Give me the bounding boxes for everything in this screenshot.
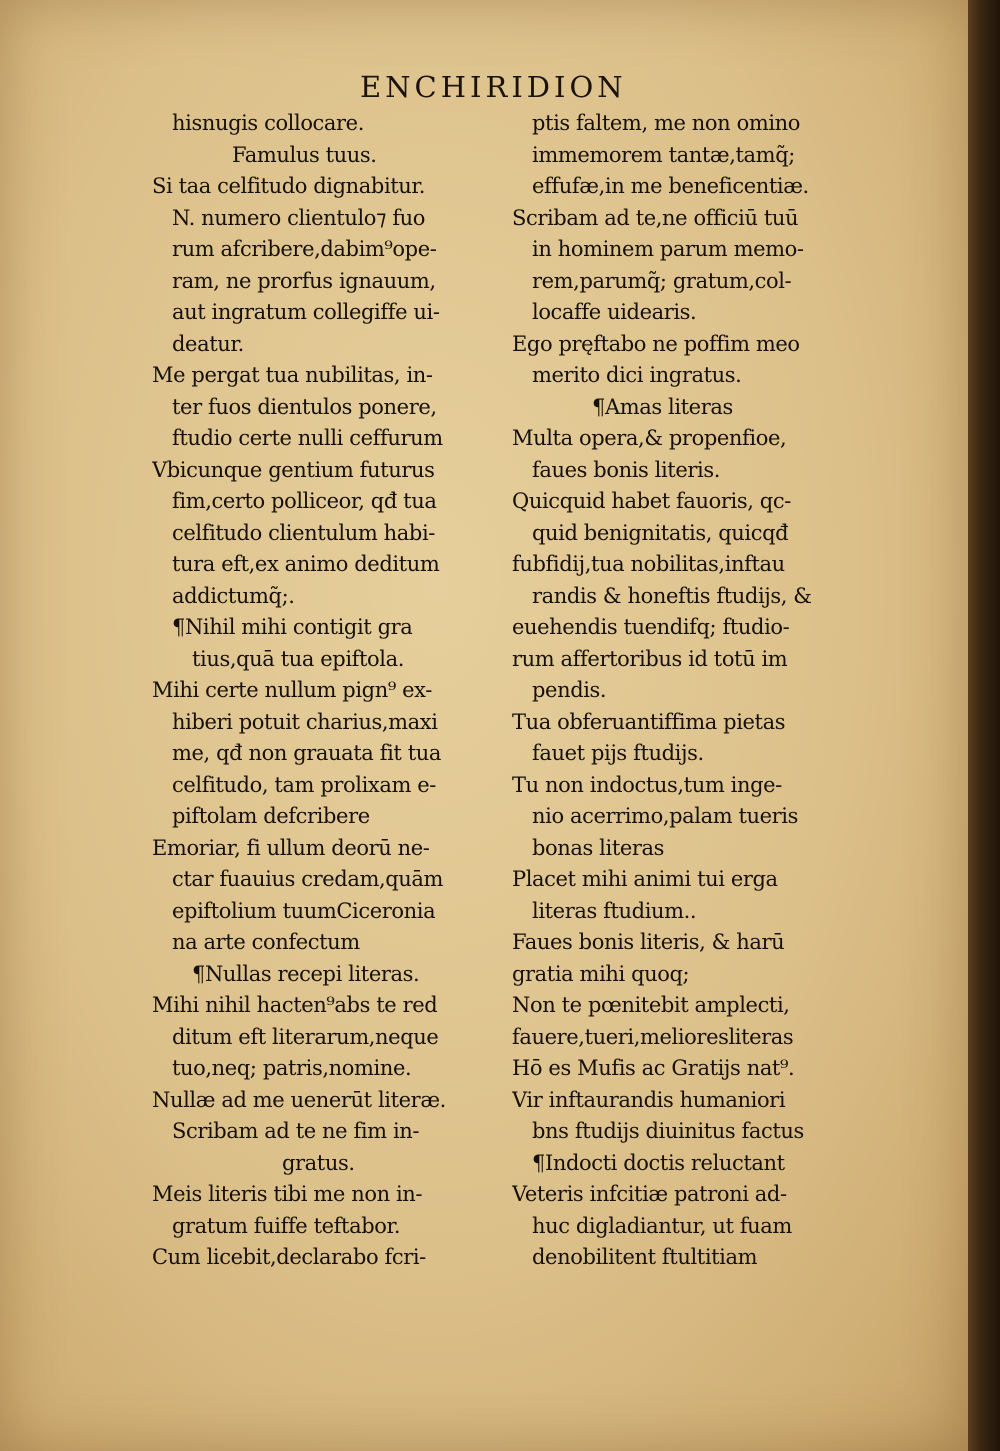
- text-line: fauere,tueri,melioresliteras: [512, 1024, 794, 1049]
- text-line: Nullæ ad me uenerūt literæ.: [152, 1087, 446, 1112]
- text-line: fauet pijs ftudijs.: [532, 741, 704, 765]
- text-line: locaffe uidearis.: [532, 300, 697, 324]
- text-line: merito dici ingratus.: [532, 363, 742, 387]
- text-line: me, qđ non grauata fit tua: [172, 741, 441, 765]
- text-line: Mihi nihil hacten⁹abs te red: [152, 993, 438, 1017]
- text-line: ¶Nullas recepi literas.: [192, 961, 420, 986]
- text-line: Tua obferuantiffima pietas: [512, 709, 786, 734]
- text-line: Ego pręftabo ne poffim meo: [512, 331, 800, 356]
- text-line: Mihi certe nullum pign⁹ ex-: [152, 678, 432, 702]
- text-line: bonas literas: [532, 835, 665, 860]
- text-line: tuo,neq; patris,nomine.: [172, 1056, 412, 1080]
- text-line: quid benignitatis, quicqđ: [532, 520, 789, 545]
- text-line: faues bonis literis.: [532, 457, 720, 482]
- text-line: ¶Indocti doctis reluctant: [532, 1150, 785, 1175]
- text-line: Quicquid habet fauoris, qc-: [512, 489, 791, 513]
- text-line: Vbicunque gentium futurus: [152, 457, 435, 482]
- text-line: Tu non indoctus,tum inge-: [512, 772, 782, 797]
- text-line: gratus.: [282, 1150, 355, 1175]
- text-line: ftudio certe nulli ceffurum: [172, 426, 443, 450]
- text-line: ctar fuauius credam,quām: [172, 867, 444, 891]
- text-line: literas ftudium..: [532, 898, 697, 923]
- text-line: celfitudo, tam prolixam e-: [172, 772, 436, 797]
- text-line: denobilitent ftultitiam: [532, 1245, 758, 1269]
- text-line: gratia mihi quoq;: [512, 961, 690, 986]
- text-line: Si taa celfitudo dignabitur.: [152, 174, 426, 198]
- text-line: Veteris infcitiæ patroni ad-: [512, 1182, 787, 1206]
- text-line: fim,certo polliceor, qđ tua: [172, 489, 437, 513]
- text-line: hiberi potuit charius,maxi: [172, 709, 438, 734]
- text-line: Non te pœnitebit amplecti,: [512, 993, 790, 1017]
- text-line: tius,quā tua epiftola.: [192, 646, 405, 671]
- text-line: Meis literis tibi me non in-: [152, 1182, 423, 1206]
- text-line: effufæ,in me beneficentiæ.: [532, 174, 809, 198]
- text-line: Multa opera,& propenfioe,: [512, 426, 787, 450]
- text-line: randis & honeftis ftudijs, &: [532, 583, 812, 608]
- text-line: in hominem parum memo-: [532, 237, 804, 261]
- text-line: fubfidij,tua nobilitas,inftau: [512, 552, 785, 576]
- text-line: Placet mihi animi tui erga: [512, 867, 778, 891]
- text-line: ptis faltem, me non omino: [532, 111, 801, 135]
- text-line: N. numero clientulo⁊ fuo: [172, 205, 426, 230]
- text-line: Vir inftaurandis humaniori: [512, 1087, 786, 1112]
- text-line: ¶Nihil mihi contigit gra: [172, 615, 413, 639]
- text-line: bns ftudijs diuinitus factus: [532, 1119, 804, 1143]
- text-line: celfitudo clientulum habi-: [172, 520, 435, 545]
- text-line: ter fuos dientulos ponere,: [172, 394, 437, 419]
- text-line: huc digladiantur, ut fuam: [532, 1213, 792, 1238]
- text-line: piftolam defcribere: [172, 804, 370, 828]
- text-line: tura eft,ex animo deditum: [172, 552, 440, 576]
- text-line: immemorem tantæ,tamq̃;: [532, 142, 795, 167]
- text-line: Cum licebit,declarabo fcri-: [152, 1245, 426, 1269]
- text-line: Emoriar, fi ullum deorū ne-: [152, 835, 430, 860]
- text-line: hisnugis collocare.: [172, 111, 364, 135]
- text-line: deatur.: [172, 331, 244, 356]
- text-line: na arte confectum: [172, 930, 360, 954]
- text-line: Hō es Mufis ac Gratijs nat⁹.: [512, 1056, 795, 1080]
- running-head: ENCHIRIDION: [360, 70, 627, 104]
- text-line: Scribam ad te,ne officiū tuū: [512, 205, 799, 230]
- text-line: Famulus tuus.: [232, 142, 377, 167]
- text-line: Scribam ad te ne fim in-: [172, 1119, 420, 1143]
- text-line: epiftolium tuumCiceronia: [172, 898, 436, 923]
- text-line: addictumq̃;.: [172, 583, 295, 608]
- text-line: Me pergat tua nubilitas, in-: [152, 363, 433, 387]
- text-line: rum afcribere,dabim⁹ope-: [172, 237, 437, 261]
- text-line: ram, ne prorfus ignauum,: [172, 268, 436, 293]
- text-line: nio acerrimo,palam tueris: [532, 804, 799, 828]
- text-line: rum affertoribus id totū im: [512, 646, 788, 671]
- text-line: euehendis tuendifq; ftudio-: [512, 615, 790, 639]
- text-line: aut ingratum collegiffe ui-: [172, 300, 440, 324]
- text-line: rem,parumq̃; gratum,col-: [532, 268, 792, 293]
- text-line: ¶Amas literas: [592, 394, 733, 419]
- page-edge-shadow: [968, 0, 1000, 1451]
- text-line: ditum eft literarum,neque: [172, 1024, 439, 1049]
- right-column: [512, 108, 877, 1274]
- left-column: [152, 108, 514, 1274]
- text-line: gratum fuiffe teftabor.: [172, 1213, 401, 1238]
- text-line: pendis.: [532, 678, 607, 702]
- text-line: Faues bonis literis, & harū: [512, 930, 785, 954]
